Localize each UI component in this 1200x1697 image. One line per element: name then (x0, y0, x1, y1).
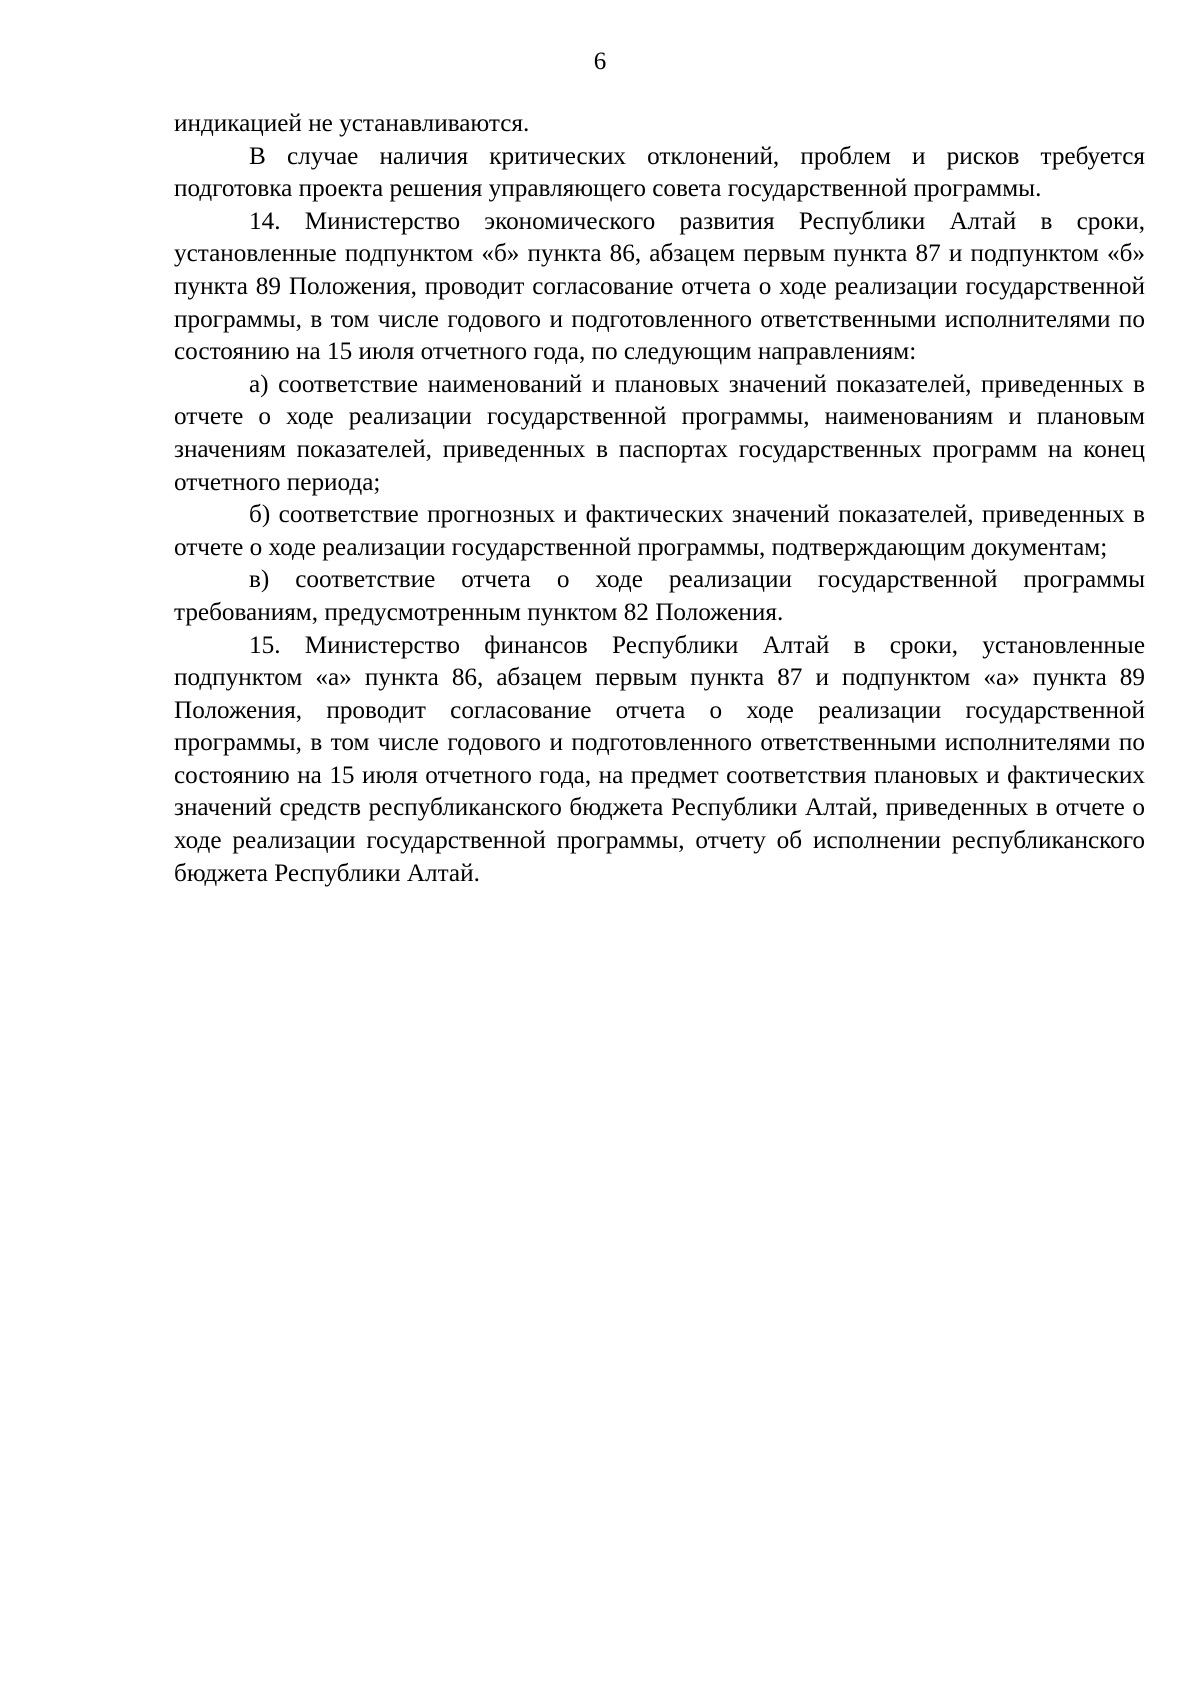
paragraph-subitem-a: а) соответствие наименований и плановых значений показателей, приведенных в отчете о ходе реализации государственной программы, наименованиям и плановым значениям показателей, приведенных в паспортах государственных программ на конец отчетного периода; (174, 370, 1145, 496)
page-number: 6 (593, 48, 607, 75)
paragraph-continuation: индикацией не устанавливаются. (174, 110, 530, 137)
paragraph-subitem-v: в) соответствие отчета о ходе реализации государственной программы требованиям, предусмотренным пунктом 82 Положения. (174, 566, 1145, 626)
paragraph-subitem-b: б) соответствие прогнозных и фактических значений показателей, приведенных в отчете о ходе реализации государственной программы, подтверждающим документам; (174, 501, 1145, 561)
paragraph-item-14: 14. Министерство экономического развития Республики Алтай в сроки, установленные подпунктом «б» пункта 86, абзацем первым пункта 87 и подпунктом «б» пункта 89 Положения, проводит согласование отчета о ходе реализации государственной программы, в том числе годового и подготовленного ответственными исполнителями по состоянию на 15 июля отчетного года, по следующим направлениям: (174, 207, 1145, 366)
paragraph-critical-deviations: В случае наличия критических отклонений, проблем и рисков требуется подготовка проекта решения управляющего совета государственной программы. (174, 142, 1145, 203)
paragraph-item-15: 15. Министерство финансов Республики Алтай в сроки, установленные подпунктом «а» пункта 86, абзацем первым пункта 87 и подпунктом «а» пункта 89 Положения, проводит согласование отчета о ходе реализации государственной программы, в том числе годового и подготовленного ответственными исполнителями по состоянию на 15 июля отчетного года, на предмет соответствия плановых и фактических значений средств республиканского бюджета Республики Алтай, приведенных в отчете о ходе реализации государственной программы, отчету об исполнении республиканского бюджета Республики Алтай. (174, 631, 1145, 887)
document-body (174, 108, 1145, 890)
